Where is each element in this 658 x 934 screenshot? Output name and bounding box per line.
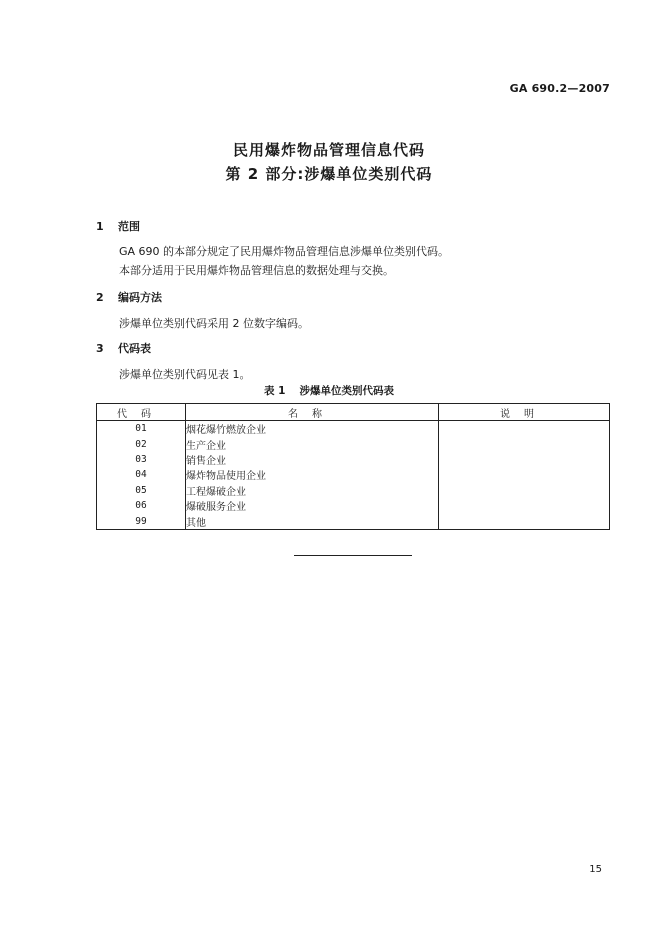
- name-cell: 爆炸物品使用企业: [186, 467, 439, 482]
- section-heading-code-table: [96, 340, 151, 356]
- code-cell: 04: [97, 467, 186, 482]
- table-row: [97, 467, 610, 482]
- code-table: [96, 403, 610, 530]
- paragraph: GA 690 的本部分规定了民用爆炸物品管理信息涉爆单位类别代码。: [119, 245, 450, 258]
- table-row: [97, 452, 610, 467]
- note-cell: [439, 483, 610, 498]
- page-number: 15: [589, 864, 602, 875]
- note-cell: [439, 436, 610, 451]
- note-cell: [439, 513, 610, 529]
- name-cell: 烟花爆竹燃放企业: [186, 421, 439, 437]
- table-row: [97, 483, 610, 498]
- name-cell: 销售企业: [186, 452, 439, 467]
- code-cell: 05: [97, 483, 186, 498]
- table-number: 表 1: [264, 385, 286, 397]
- document-title: 民用爆炸物品管理信息代码: [232, 141, 425, 159]
- document-subtitle: 第 2 部分:涉爆单位类别代码: [225, 165, 433, 183]
- name-cell: 生产企业: [186, 436, 439, 451]
- code-cell: 02: [97, 436, 186, 451]
- table-row: [97, 421, 610, 437]
- table-title: 涉爆单位类别代码表: [299, 385, 394, 397]
- section-number: 3: [96, 342, 104, 355]
- code-cell: 03: [97, 452, 186, 467]
- code-cell: 01: [97, 421, 186, 437]
- note-cell: [439, 421, 610, 437]
- paragraph: 本部分适用于民用爆炸物品管理信息的数据处理与交换。: [119, 264, 394, 277]
- paragraph: 涉爆单位类别代码采用 2 位数字编码。: [119, 317, 309, 330]
- code-cell: 06: [97, 498, 186, 513]
- column-header-code: 代码: [97, 404, 186, 421]
- name-cell: 其他: [186, 513, 439, 529]
- section-heading-scope: [96, 218, 140, 234]
- table-header-row: [97, 404, 610, 421]
- name-cell: 工程爆破企业: [186, 483, 439, 498]
- table-row: [97, 498, 610, 513]
- code-cell: 99: [97, 513, 186, 529]
- note-cell: [439, 467, 610, 482]
- paragraph: 涉爆单位类别代码见表 1。: [119, 368, 251, 381]
- table-row: [97, 436, 610, 451]
- column-header-name: 名称: [186, 404, 439, 421]
- table-caption: [0, 383, 658, 398]
- name-cell: 爆破服务企业: [186, 498, 439, 513]
- end-rule: [294, 555, 412, 556]
- note-cell: [439, 452, 610, 467]
- section-title: 范围: [118, 220, 140, 233]
- section-heading-coding-method: [96, 289, 162, 305]
- section-number: 2: [96, 291, 104, 304]
- document-id: GA 690.2—2007: [509, 82, 610, 95]
- table-row: [97, 513, 610, 529]
- section-number: 1: [96, 220, 104, 233]
- section-title: 编码方法: [118, 291, 162, 304]
- column-header-note: 说明: [439, 404, 610, 421]
- note-cell: [439, 498, 610, 513]
- section-title: 代码表: [118, 342, 151, 355]
